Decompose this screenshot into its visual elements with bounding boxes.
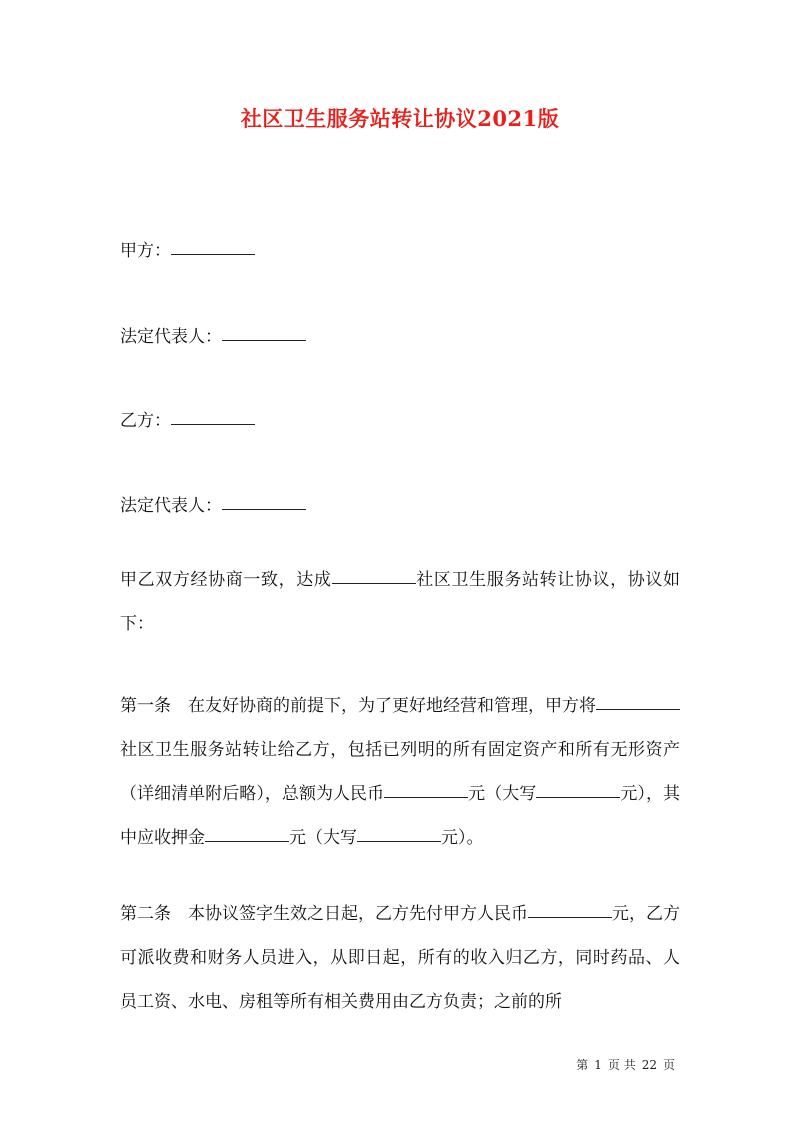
article-1-blank-3 (536, 796, 620, 798)
footer-suffix: 页 (662, 1058, 675, 1072)
party-b-rep-label: 法定代表人： (120, 496, 222, 516)
page-footer (573, 1056, 678, 1073)
article-1-blank-2 (384, 796, 468, 798)
party-b-blank (171, 423, 255, 425)
article-2-text-1: 第二条 本协议签字生效之日起，乙方先付甲方人民币 (120, 904, 528, 924)
party-a-rep-blank (222, 339, 306, 341)
article-1-blank-4 (205, 840, 289, 842)
party-b-line (120, 406, 255, 431)
article-2-blank-1 (528, 916, 612, 918)
document-title: 社区卫生服务站转让协议2021版 (240, 106, 560, 131)
article-1-text-4: 元），其中应收押金 (120, 784, 681, 848)
party-b-rep-line (120, 491, 306, 516)
intro-paragraph (120, 558, 680, 646)
footer-page-number: 1 (594, 1058, 602, 1072)
party-b-rep-blank (222, 508, 306, 510)
article-1-text-3: 元（大写 (468, 784, 537, 804)
party-a-blank (171, 253, 255, 255)
party-a-line (120, 236, 255, 261)
party-a-rep-line (120, 322, 306, 347)
article-1-text-1: 第一条 在友好协商的前提下，为了更好地经营和管理，甲方将 (120, 696, 596, 716)
article-1-text-6: 元）。 (441, 828, 484, 848)
intro-blank (332, 582, 416, 584)
article-1-text-5: 元（大写 (289, 828, 357, 848)
intro-text-1: 甲乙双方经协商一致，达成 (120, 570, 332, 590)
party-b-label: 乙方： (120, 411, 171, 431)
article-2-text-2: 元，乙方可派收费和财务人员进入，从即日起，所有的收入归乙方，同时药品、人员工资、水电、房租等所有相关费用由乙方负责；之前的所 (120, 904, 680, 1012)
article-1-text-2: 社区卫生服务站转让给乙方，包括已列明的所有固定资产和所有无形资产（详细清单附后略），总额为人民币 (120, 740, 680, 804)
intro-text-2: 社区卫生服务站转让协议，协议如下： (120, 570, 681, 634)
footer-page-total: 22 (641, 1058, 657, 1072)
party-a-rep-label: 法定代表人： (120, 327, 222, 347)
article-1-paragraph (120, 684, 680, 860)
article-1-blank-5 (357, 840, 441, 842)
article-1-blank-1 (596, 708, 680, 710)
article-2-paragraph (120, 892, 680, 1024)
party-a-label: 甲方： (120, 241, 171, 261)
footer-prefix: 第 (576, 1058, 589, 1072)
footer-mid: 页 共 (607, 1058, 636, 1072)
